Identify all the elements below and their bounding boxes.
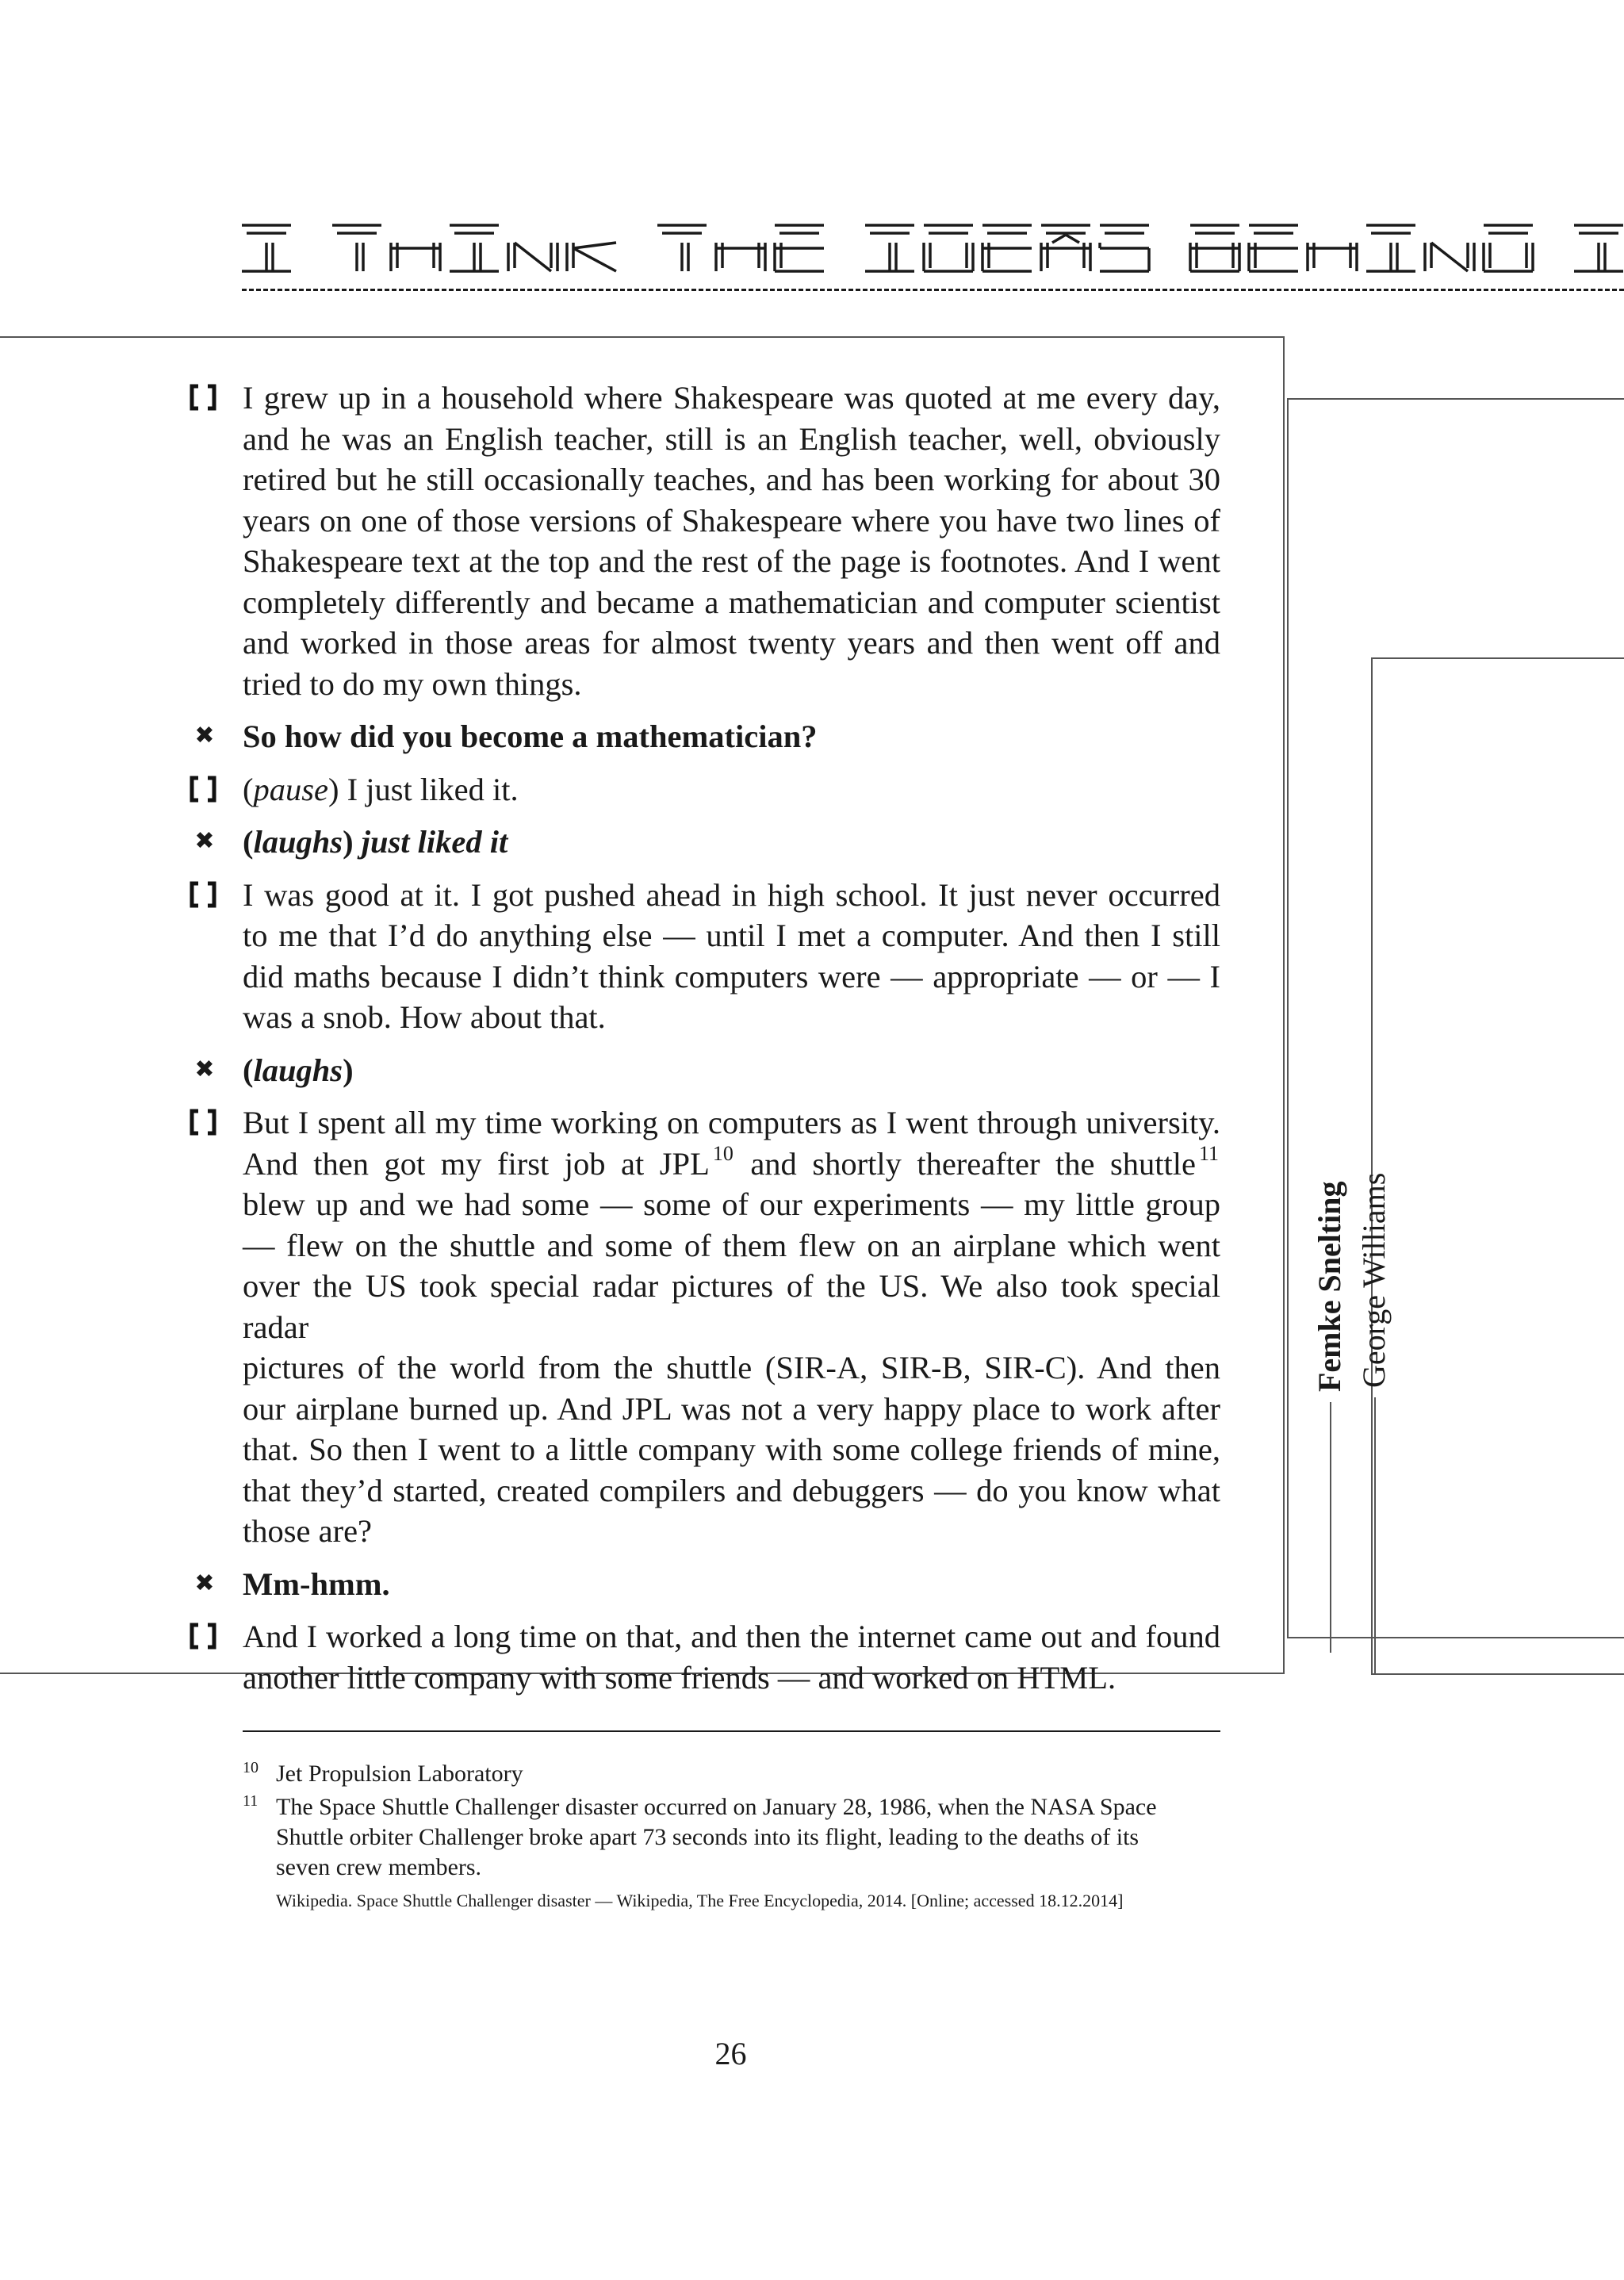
footnote-line: The Space Shuttle Challenger disaster occurred on January 28, 1986, when the NASA Space bbox=[276, 1794, 1157, 1820]
title-letter bbox=[716, 243, 765, 271]
question-entry bbox=[187, 716, 1220, 757]
title-letter bbox=[567, 243, 616, 271]
title-letter bbox=[775, 225, 824, 271]
title-letter bbox=[1484, 225, 1533, 271]
answer-text bbox=[243, 1616, 1220, 1698]
text-line: those are? bbox=[243, 1513, 373, 1549]
answer-entry bbox=[187, 377, 1220, 704]
footnote-ref[interactable]: 11 bbox=[1198, 1141, 1219, 1165]
answer-text bbox=[243, 875, 1220, 1038]
answer-entry bbox=[187, 875, 1220, 1038]
text-segment: and shortly thereafter the shuttle bbox=[750, 1145, 1196, 1182]
answer-entry bbox=[187, 1616, 1220, 1698]
text-line: retired but he still occasionally teaches, and has been working for about 30 bbox=[243, 462, 1220, 497]
title-letter bbox=[1366, 225, 1415, 271]
cross-icon: ✖ bbox=[194, 1055, 215, 1083]
answer-text bbox=[243, 377, 1220, 704]
footnote-ref[interactable]: 10 bbox=[712, 1141, 733, 1165]
text-line: that they’d started, created compilers and debuggers — do you know what bbox=[243, 1472, 1220, 1508]
text-line: tried to do my own things. bbox=[243, 665, 582, 702]
answer-text-body: I just liked it. bbox=[339, 771, 519, 807]
text-line: was a snob. How about that. bbox=[243, 999, 606, 1035]
question-entry bbox=[187, 822, 1220, 863]
question-text-body: just liked it bbox=[361, 824, 508, 860]
stage-direction: laughs bbox=[253, 1052, 343, 1088]
interviewee-name: George Williams bbox=[1356, 1172, 1392, 1388]
text-line: our airplane burned up. And JPL was not a very happy place to work after bbox=[243, 1390, 1220, 1427]
bracket-icon bbox=[187, 1620, 219, 1652]
text-segment: And then got my first job at JPL bbox=[243, 1145, 710, 1182]
question-entry bbox=[187, 1564, 1220, 1605]
text-line: and worked in those areas for almost twenty years and then went off and bbox=[243, 625, 1220, 661]
title-letter bbox=[1190, 225, 1239, 271]
text-line: that. So then I went to a little company with some college friends of mine, bbox=[243, 1431, 1220, 1467]
answer-entry bbox=[187, 1102, 1220, 1552]
text-line: I grew up in a household where Shakespeare was quoted at me every day, bbox=[243, 380, 1220, 416]
running-title bbox=[242, 213, 1624, 300]
answer-text: (pause) I just liked it. bbox=[243, 771, 519, 807]
text-line: did maths because I didn’t think computers were — appropriate — or — I bbox=[243, 958, 1220, 994]
title-letter bbox=[1574, 225, 1623, 271]
cross-icon: ✖ bbox=[194, 827, 215, 856]
credit-rule-right bbox=[1374, 1397, 1376, 1675]
cross-icon: ✖ bbox=[194, 722, 215, 750]
text-line: over the US took special radar pictures of the US. We also took special radar bbox=[243, 1268, 1220, 1345]
title-letter bbox=[508, 243, 557, 271]
question-text: (laughs) just liked it bbox=[243, 824, 508, 860]
interviewer-name: Femke Snelting bbox=[1312, 1181, 1347, 1392]
title-letter bbox=[924, 225, 973, 271]
title-letter bbox=[1249, 225, 1298, 271]
bracket-icon bbox=[187, 879, 219, 910]
text-line: blew up and we had some — some of our experiments — my little group bbox=[243, 1186, 1220, 1222]
text-line: years on one of those versions of Shakespeare where you have two lines of bbox=[243, 502, 1220, 538]
bracket-icon bbox=[187, 773, 219, 805]
footnotes bbox=[243, 1759, 1220, 1913]
question-text: Mm-hmm. bbox=[243, 1565, 390, 1602]
footnote-line: Shuttle orbiter Challenger broke apart 73 seconds into its flight, leading to the deaths of its bbox=[276, 1824, 1139, 1850]
title-letter bbox=[450, 225, 499, 271]
interview-body bbox=[187, 377, 1220, 1710]
text-line: another little company with some friends — and worked on HTML. bbox=[243, 1659, 1116, 1696]
text-line: pictures of the world from the shuttle (SIR-A, SIR-B, SIR-C). And then bbox=[243, 1350, 1220, 1385]
text-line: — flew on the shuttle and some of them flew on an airplane which went bbox=[243, 1227, 1220, 1263]
footnote bbox=[243, 1759, 1220, 1789]
title-letter bbox=[391, 243, 440, 271]
bracket-icon bbox=[187, 1106, 219, 1138]
text-line: But I spent all my time working on computers as I went through university. bbox=[243, 1105, 1220, 1140]
title-letter bbox=[1100, 225, 1149, 271]
title-letter bbox=[657, 225, 707, 271]
answer-entry bbox=[187, 769, 1220, 810]
bracket-icon bbox=[187, 381, 219, 413]
footnote-text: Jet Propulsion Laboratory bbox=[276, 1761, 523, 1787]
title-letter bbox=[982, 225, 1032, 271]
page-number: 26 bbox=[714, 2036, 747, 2071]
footnote-rule bbox=[243, 1730, 1220, 1732]
stage-direction: pause bbox=[253, 771, 328, 807]
text-line: And I worked a long time on that, and then the internet came out and found bbox=[243, 1619, 1220, 1654]
credit-rule-left bbox=[1330, 1402, 1331, 1653]
question-entry bbox=[187, 1050, 1220, 1091]
title-letter bbox=[865, 225, 914, 271]
running-title-lettering bbox=[242, 213, 1624, 300]
footnote-number: 11 bbox=[243, 1792, 259, 1810]
title-letter bbox=[1041, 225, 1090, 271]
cross-icon: ✖ bbox=[194, 1569, 215, 1597]
question-text: (laughs) bbox=[243, 1052, 354, 1088]
stage-direction: laughs bbox=[253, 824, 343, 860]
footnote-line: seven crew members. bbox=[276, 1854, 482, 1880]
speaker-credits bbox=[1311, 1172, 1406, 1515]
title-letter bbox=[1425, 243, 1474, 271]
text-line: I was good at it. I got pushed ahead in high school. It just never occurred bbox=[243, 876, 1220, 913]
title-letter bbox=[1308, 243, 1357, 271]
text-line: to me that I’d do anything else — until I met a computer. And then I still bbox=[243, 918, 1220, 953]
text-line bbox=[243, 1141, 1220, 1185]
footnote bbox=[243, 1792, 1220, 1883]
running-title-dashed-rule bbox=[242, 289, 1624, 291]
footnote-source: Wikipedia. Space Shuttle Challenger disaster — Wikipedia, The Free Encyclopedia, 2014. [Online; accessed 18.12.2014] bbox=[276, 1891, 1124, 1910]
text-line: Shakespeare text at the top and the rest of the page is footnotes. And I went bbox=[243, 543, 1220, 579]
title-letter bbox=[242, 225, 291, 271]
footnote-number: 10 bbox=[243, 1759, 259, 1776]
question-text: So how did you become a mathematician? bbox=[243, 718, 818, 754]
answer-text bbox=[243, 1102, 1220, 1552]
side-frame-inner bbox=[1371, 657, 1624, 1675]
text-line: completely differently and became a mathematician and computer scientist bbox=[243, 584, 1220, 620]
text-line: and he was an English teacher, still is an English teacher, well, obviously bbox=[243, 420, 1220, 457]
title-letter bbox=[332, 225, 381, 271]
